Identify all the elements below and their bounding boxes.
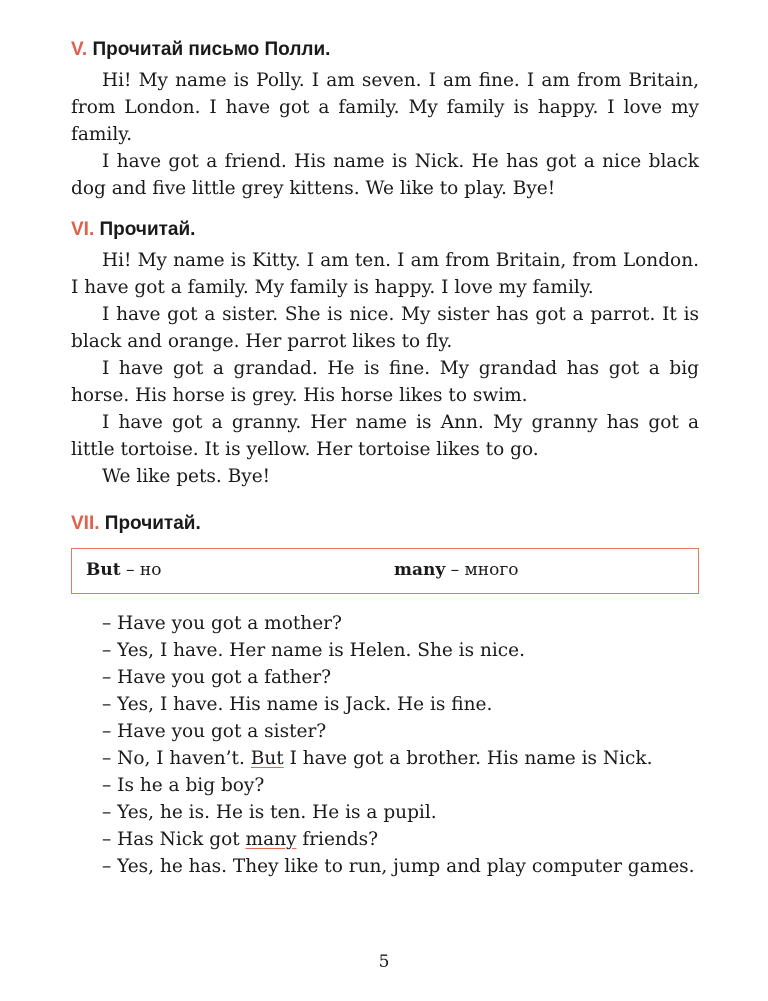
vocab-word: many	[394, 560, 446, 580]
section-vi-heading	[71, 216, 699, 244]
section-vii-title: Прочитай.	[104, 513, 201, 534]
paragraph: Hi! My name is Polly. I am seven. I am fine. I am from Britain, from London. I have got a family. My family is happy. I love my family.	[71, 70, 699, 145]
vocabulary-box	[71, 548, 699, 594]
section-vi	[71, 216, 699, 490]
section-vi-number: VI.	[71, 219, 95, 240]
vocab-translation: – но	[120, 560, 162, 580]
vocab-item-many	[394, 560, 519, 580]
paragraph: I have got a friend. His name is Nick. He has got a nice black dog and five little grey kittens. We like to play. Bye!	[71, 151, 699, 199]
paragraph: I have got a granny. Her name is Ann. My granny has got a little tortoise. It is yellow. Her tortoise likes to go.	[71, 412, 699, 460]
paragraph: We like pets. Bye!	[102, 466, 271, 487]
dialogue-line: – Yes, he is. He is ten. He is a pupil.	[102, 802, 437, 823]
paragraph: I have got a sister. She is nice. My sister has got a parrot. It is black and orange. Her parrot likes to fly.	[71, 304, 699, 352]
dialogue-line	[71, 826, 699, 853]
dialogue-line: – Have you got a sister?	[102, 721, 327, 742]
section-v	[71, 36, 699, 202]
dialogue-line: – Yes, I have. Her name is Helen. She is nice.	[102, 640, 525, 661]
dialogue-text: – No, I haven’t.	[102, 748, 251, 769]
underlined-word-many: many	[245, 829, 297, 850]
underlined-word-but: But	[250, 748, 284, 769]
section-vi-title: Прочитай.	[99, 219, 196, 240]
dialogue-line: – Is he a big boy?	[102, 775, 265, 796]
section-vii-heading	[71, 510, 699, 538]
paragraph: Hi! My name is Kitty. I am ten. I am from Britain, from London. I have got a family. My family is happy. I love my family.	[71, 250, 699, 298]
vocab-word: But	[86, 560, 121, 580]
section-vii	[71, 510, 699, 880]
dialogue-text: friends?	[296, 829, 379, 850]
section-vii-number: VII.	[71, 513, 100, 534]
dialogue-line: – Have you got a mother?	[102, 613, 342, 634]
page-content	[71, 36, 699, 894]
dialogue-text: – Has Nick got	[102, 829, 246, 850]
page-number: 5	[378, 952, 390, 972]
section-v-title: Прочитай письмо Полли.	[92, 39, 331, 60]
dialogue	[71, 610, 699, 880]
vocab-translation: – много	[445, 560, 519, 580]
dialogue-text: I have got a brother. His name is Nick.	[283, 748, 653, 769]
paragraph: I have got a grandad. He is fine. My grandad has got a big horse. His horse is grey. His horse likes to swim.	[71, 358, 699, 406]
dialogue-line	[71, 745, 699, 772]
vocab-item-but	[86, 560, 161, 580]
section-v-number: V.	[71, 39, 88, 60]
section-v-heading	[71, 36, 699, 64]
dialogue-line: – Yes, he has. They like to run, jump and play computer games.	[102, 856, 695, 877]
dialogue-line: – Have you got a father?	[102, 667, 332, 688]
dialogue-line: – Yes, I have. His name is Jack. He is fine.	[102, 694, 493, 715]
